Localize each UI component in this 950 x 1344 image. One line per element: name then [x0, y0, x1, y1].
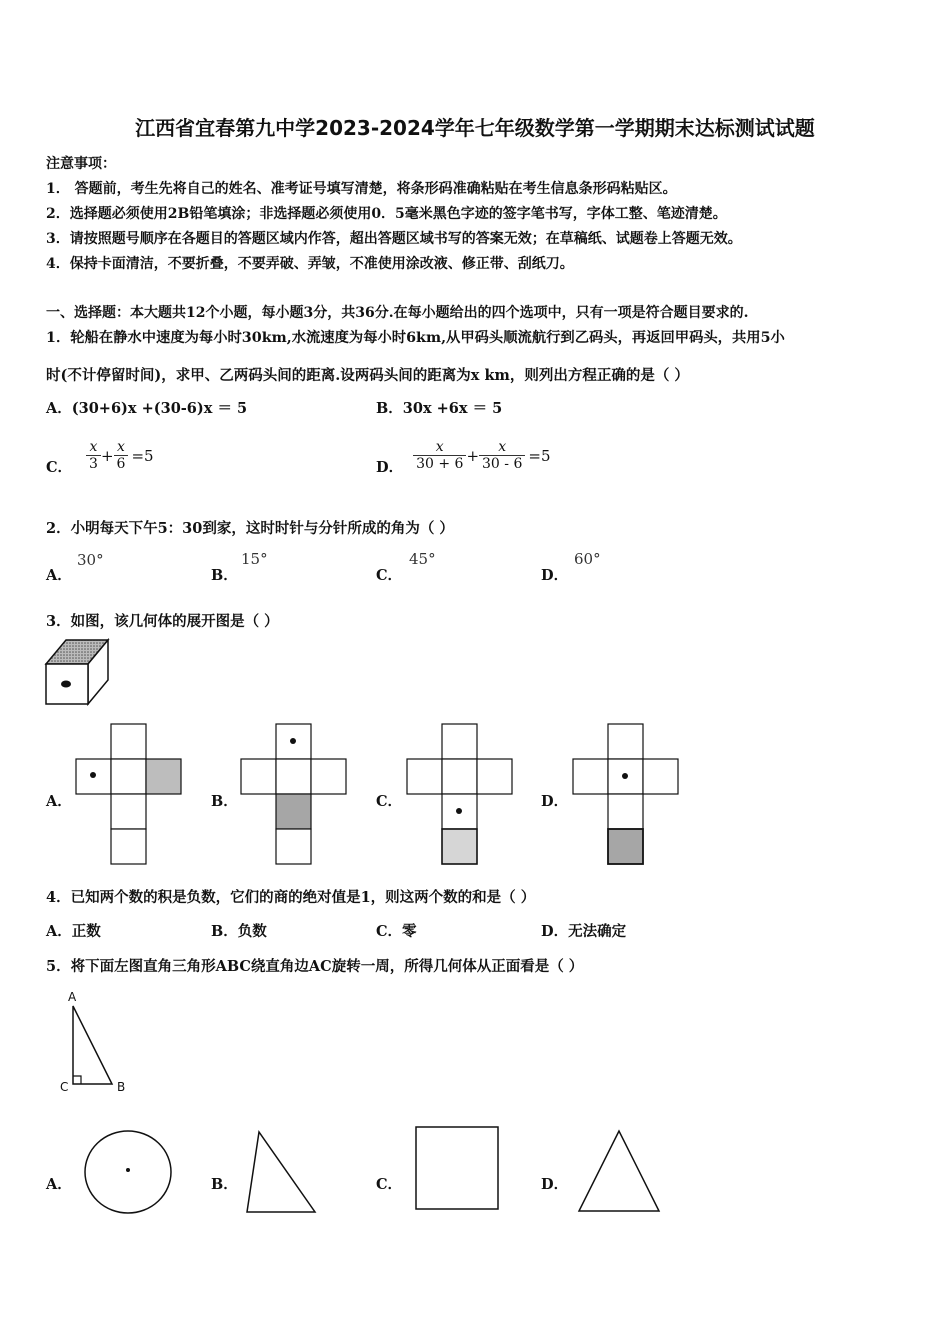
q2-option-a-label: A．: [46, 567, 72, 584]
q2-option-d-value: 60°: [574, 550, 601, 568]
q1-option-a-text: (30+6)x +(30-6)x ＝ 5: [71, 400, 248, 417]
q3-option-a-label: A．: [46, 793, 72, 810]
q1-option-b-text: 30x +6x ＝ 5: [402, 400, 503, 417]
q2-option-a-value: 30°: [77, 551, 104, 569]
q1-option-a-label: A．: [46, 400, 72, 417]
q4-option-a[interactable]: A．正数: [46, 923, 101, 940]
section-heading: 一、选择题：本大题共12个小题，每小题3分，共36分.在每小题给出的四个选项中，只有一项是符合题目要求的.: [46, 305, 749, 321]
q5-vertex-c: C: [60, 1080, 69, 1094]
notice-heading: 注意事项：: [46, 156, 116, 172]
q4-option-c[interactable]: C．零: [376, 923, 417, 940]
q2-option-c-label: C．: [376, 567, 403, 584]
q1-option-c-label: C．: [46, 459, 73, 476]
q4-stem: 4．已知两个数的积是负数，它们的商的绝对值是1，则这两个数的和是（ ）: [46, 889, 536, 906]
q2-stem: 2．小明每天下午5：30到家，这时时针与分针所成的角为（ ）: [46, 520, 454, 537]
notice-item-3: 3．请按照题号顺序在各题目的答题区域内作答，超出答题区域书写的答案无效；在草稿纸、试题卷上答题无效。: [46, 231, 742, 247]
q1-c-frac1: $\frac{x}{3}$: [86, 439, 101, 472]
q3-option-d-label: D．: [541, 793, 569, 810]
q1-stem-line2: 时(不计停留时间)，求甲、乙两码头间的距离.设两码头间的距离为x km，则列出方程正确的是（ ）: [46, 367, 689, 384]
q5-option-b-label: B．: [211, 1176, 238, 1193]
notice-item-2: 2．选择题必须使用2B铅笔填涂；非选择题必须使用0．5毫米黑色字迹的签字笔书写，字体工整、笔迹清楚。: [46, 206, 727, 222]
q3-stem: 3．如图，该几何体的展开图是（ ）: [46, 613, 279, 630]
q5-option-c-label: C．: [376, 1176, 403, 1193]
page-title: 江西省宜春第九中学2023-2024学年七年级数学第一学期期末达标测试试题: [135, 116, 815, 140]
q5-stem: 5．将下面左图直角三角形ABC绕直角边AC旋转一周，所得几何体从正面看是（ ）: [46, 958, 584, 975]
q1-option-b-label: B．: [376, 400, 403, 417]
q1-stem-line1: 1．轮船在静水中速度为每小时30km,水流速度为每小时6km,从甲码头顺流航行到乙码头，再返回甲码头，共用5小: [46, 330, 785, 346]
q5-option-d-label: D．: [541, 1176, 569, 1193]
q4-option-d[interactable]: D．无法确定: [541, 923, 627, 940]
q2-option-b-value: 15°: [241, 550, 268, 568]
q1-d-frac2: $\frac{x}{30 - 6}$: [479, 439, 525, 472]
q4-option-b[interactable]: B．负数: [211, 923, 267, 940]
q2-option-d-label: D．: [541, 567, 569, 584]
notice-item-4: 4．保持卡面清洁，不要折叠，不要弄破、弄皱，不准使用涂改液、修正带、刮纸刀。: [46, 256, 574, 272]
q2-option-b-label: B．: [211, 567, 238, 584]
q1-c-eq: =5: [131, 446, 154, 465]
q1-d-frac1: $\frac{x}{30 + 6}$: [413, 439, 466, 472]
q2-option-c-value: 45°: [409, 550, 436, 568]
q5-vertex-b: B: [117, 1080, 126, 1094]
q1-d-plus: +: [466, 446, 480, 465]
q3-option-c-label: C．: [376, 793, 403, 810]
q1-option-d-label: D．: [376, 459, 404, 476]
q1-c-plus: +: [100, 446, 114, 465]
q3-option-b-label: B．: [211, 793, 238, 810]
q5-option-a-label: A．: [46, 1176, 72, 1193]
q1-c-frac2: $\frac{x}{6}$: [114, 439, 129, 472]
q5-vertex-a: A: [68, 990, 77, 1004]
q1-d-eq: =5: [528, 446, 551, 465]
notice-item-1: 1． 答题前，考生先将自己的姓名、准考证号填写清楚，将条形码准确粘贴在考生信息条形码粘贴区。: [46, 181, 677, 197]
